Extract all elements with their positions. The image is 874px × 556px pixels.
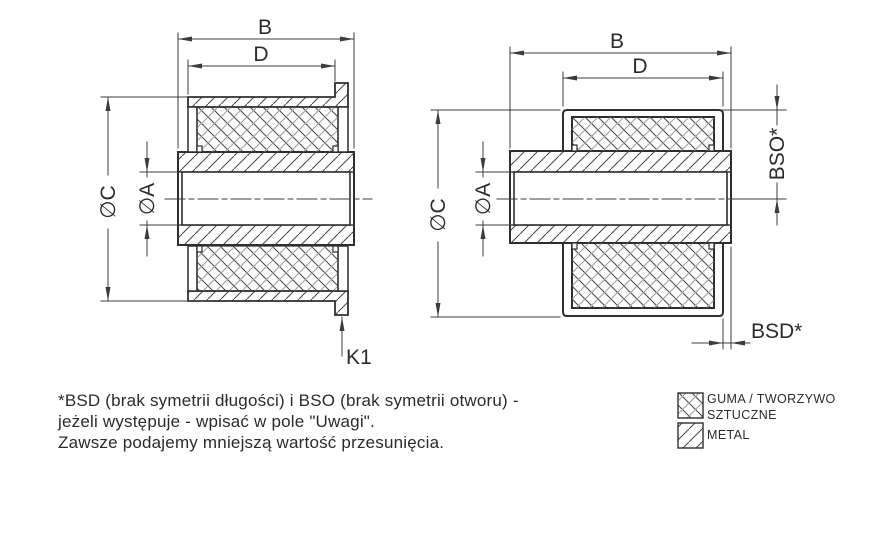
legend-label-metal: METAL	[707, 428, 750, 442]
right-dim-a-label: ∅A	[472, 182, 495, 216]
left-dim-k1-label: K1	[346, 346, 372, 369]
left-dim-k1	[340, 317, 345, 356]
legend-label-rubber	[707, 392, 836, 423]
right-dim-bso-label: BSO*	[766, 127, 789, 181]
legend	[678, 393, 703, 448]
right-inner-tube	[510, 151, 731, 243]
left-view	[97, 16, 372, 369]
legend-swatch-rubber	[678, 393, 703, 418]
right-view	[427, 30, 802, 349]
legend-swatch-metal	[678, 423, 703, 448]
left-dim-b-label: B	[257, 16, 273, 39]
left-dim-a-label: ∅A	[136, 182, 159, 216]
right-dim-bsd-label: BSD*	[751, 320, 803, 343]
legend-label-rubber-line2: SZTUCZNE	[707, 407, 777, 422]
left-dim-c-label: ∅C	[97, 185, 120, 219]
right-dim-c-label: ∅C	[427, 198, 450, 232]
footnote-line-3: Zawsze podajemy mniejszą wartość przesunięcia.	[58, 433, 445, 452]
legend-label-rubber-line1: GUMA / TWORZYWO	[707, 392, 836, 406]
right-dim-d-label: D	[632, 55, 648, 78]
footnote-line-2: jeżeli występuje - wpisać w pole "Uwagi".	[58, 412, 375, 431]
footnote	[58, 390, 658, 453]
right-dim-b-label: B	[609, 30, 625, 53]
footnote-line-1: *BSD (brak symetrii długości) i BSO (brak symetrii otworu) -	[58, 391, 519, 410]
left-dim-d-label: D	[253, 43, 269, 66]
